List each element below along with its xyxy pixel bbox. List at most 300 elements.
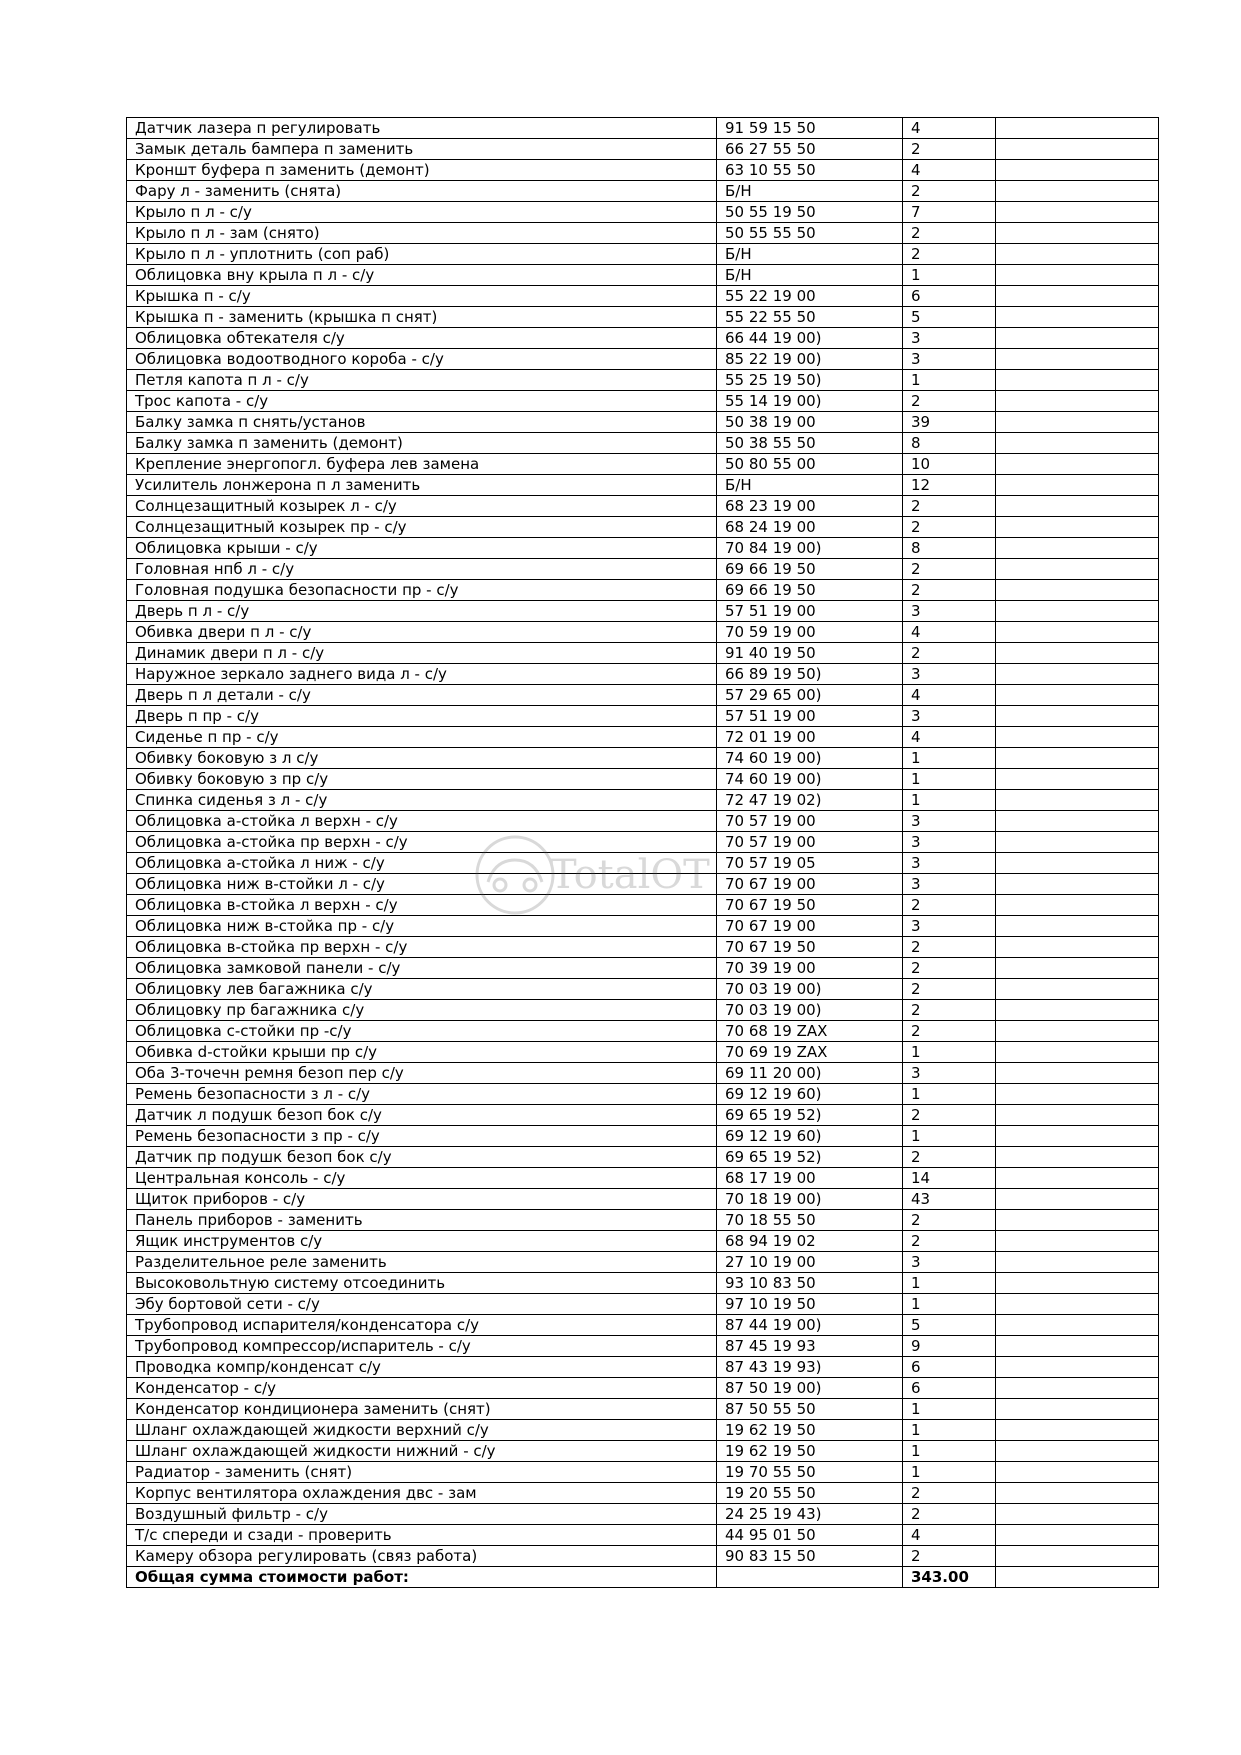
work-name-cell: Датчик лазера п регулировать xyxy=(127,118,717,139)
table-row xyxy=(127,811,1159,832)
work-hours-cell: 3 xyxy=(903,1063,996,1084)
work-name-cell: Крыло п л - уплотнить (соп раб) xyxy=(127,244,717,265)
work-code-cell: 69 66 19 50 xyxy=(717,580,903,601)
work-extra-cell xyxy=(996,1147,1159,1168)
table-row xyxy=(127,1336,1159,1357)
work-name-cell: Ремень безопасности з пр - с/у xyxy=(127,1126,717,1147)
work-hours-cell: 1 xyxy=(903,1126,996,1147)
work-hours-cell: 43 xyxy=(903,1189,996,1210)
work-hours-cell: 14 xyxy=(903,1168,996,1189)
work-code-cell: 70 57 19 05 xyxy=(717,853,903,874)
table-row xyxy=(127,433,1159,454)
table-row xyxy=(127,370,1159,391)
work-extra-cell xyxy=(996,580,1159,601)
table-row xyxy=(127,1231,1159,1252)
table-row xyxy=(127,1168,1159,1189)
table-row xyxy=(127,706,1159,727)
table-row xyxy=(127,412,1159,433)
table-row xyxy=(127,454,1159,475)
work-name-cell: Солнцезащитный козырек л - с/у xyxy=(127,496,717,517)
work-extra-cell xyxy=(996,1462,1159,1483)
work-extra-cell xyxy=(996,202,1159,223)
work-name-cell: Облицовка обтекателя с/у xyxy=(127,328,717,349)
work-name-cell: Центральная консоль - с/у xyxy=(127,1168,717,1189)
work-name-cell: Усилитель лонжерона п л заменить xyxy=(127,475,717,496)
work-hours-cell: 2 xyxy=(903,937,996,958)
work-hours-cell: 3 xyxy=(903,811,996,832)
work-extra-cell xyxy=(996,1084,1159,1105)
work-hours-cell: 2 xyxy=(903,580,996,601)
work-extra-cell xyxy=(996,454,1159,475)
work-hours-cell: 1 xyxy=(903,1420,996,1441)
work-hours-cell: 2 xyxy=(903,1231,996,1252)
table-row xyxy=(127,1294,1159,1315)
work-extra-cell xyxy=(996,1273,1159,1294)
table-row xyxy=(127,265,1159,286)
work-extra-cell xyxy=(996,1168,1159,1189)
work-extra-cell xyxy=(996,328,1159,349)
table-row xyxy=(127,307,1159,328)
work-extra-cell xyxy=(996,790,1159,811)
work-extra-cell xyxy=(996,139,1159,160)
total-empty-cell xyxy=(996,1567,1159,1588)
work-hours-cell: 10 xyxy=(903,454,996,475)
total-label: Общая сумма стоимости работ: xyxy=(127,1567,717,1588)
work-hours-cell: 2 xyxy=(903,223,996,244)
work-extra-cell xyxy=(996,1105,1159,1126)
table-row xyxy=(127,916,1159,937)
table-row xyxy=(127,1378,1159,1399)
work-hours-cell: 2 xyxy=(903,139,996,160)
work-name-cell: Облицовка ниж в-стойки л - с/у xyxy=(127,874,717,895)
work-name-cell: Головная подушка безопасности пр - с/у xyxy=(127,580,717,601)
work-extra-cell xyxy=(996,412,1159,433)
work-code-cell: 70 03 19 00) xyxy=(717,1000,903,1021)
work-hours-cell: 2 xyxy=(903,1147,996,1168)
work-name-cell: Облицовка крыши - с/у xyxy=(127,538,717,559)
work-extra-cell xyxy=(996,1336,1159,1357)
work-hours-cell: 2 xyxy=(903,559,996,580)
work-name-cell: Щиток приборов - с/у xyxy=(127,1189,717,1210)
work-hours-cell: 2 xyxy=(903,1504,996,1525)
work-extra-cell xyxy=(996,748,1159,769)
work-code-cell: 27 10 19 00 xyxy=(717,1252,903,1273)
work-name-cell: Шланг охлаждающей жидкости верхний с/у xyxy=(127,1420,717,1441)
work-code-cell: 93 10 83 50 xyxy=(717,1273,903,1294)
work-hours-cell: 5 xyxy=(903,1315,996,1336)
work-extra-cell xyxy=(996,307,1159,328)
work-code-cell: 19 62 19 50 xyxy=(717,1420,903,1441)
table-row xyxy=(127,664,1159,685)
work-extra-cell xyxy=(996,958,1159,979)
table-row xyxy=(127,1210,1159,1231)
work-name-cell: Облицовку лев багажника с/у xyxy=(127,979,717,1000)
work-hours-cell: 1 xyxy=(903,1294,996,1315)
work-name-cell: Шланг охлаждающей жидкости нижний - с/у xyxy=(127,1441,717,1462)
work-name-cell: Облицовка а-стойка пр верхн - с/у xyxy=(127,832,717,853)
work-name-cell: Датчик л подушк безоп бок с/у xyxy=(127,1105,717,1126)
table-row xyxy=(127,769,1159,790)
work-code-cell: 57 51 19 00 xyxy=(717,706,903,727)
table-row xyxy=(127,580,1159,601)
work-hours-cell: 12 xyxy=(903,475,996,496)
work-name-cell: Трубопровод компрессор/испаритель - с/у xyxy=(127,1336,717,1357)
work-code-cell: 87 45 19 93 xyxy=(717,1336,903,1357)
table-row xyxy=(127,1525,1159,1546)
work-name-cell: Эбу бортовой сети - с/у xyxy=(127,1294,717,1315)
work-name-cell: Высоковольтную систему отсоединить xyxy=(127,1273,717,1294)
table-row xyxy=(127,328,1159,349)
work-code-cell: 90 83 15 50 xyxy=(717,1546,903,1567)
work-hours-cell: 3 xyxy=(903,349,996,370)
table-row xyxy=(127,874,1159,895)
table-row xyxy=(127,349,1159,370)
work-code-cell: 70 03 19 00) xyxy=(717,979,903,1000)
work-code-cell: 57 51 19 00 xyxy=(717,601,903,622)
work-hours-cell: 2 xyxy=(903,1021,996,1042)
work-extra-cell xyxy=(996,769,1159,790)
work-hours-cell: 6 xyxy=(903,1357,996,1378)
work-code-cell: 50 80 55 00 xyxy=(717,454,903,475)
work-extra-cell xyxy=(996,160,1159,181)
work-code-cell: 19 62 19 50 xyxy=(717,1441,903,1462)
work-extra-cell xyxy=(996,433,1159,454)
work-code-cell: Б/Н xyxy=(717,244,903,265)
work-hours-cell: 2 xyxy=(903,1546,996,1567)
work-extra-cell xyxy=(996,1315,1159,1336)
work-code-cell: 74 60 19 00) xyxy=(717,769,903,790)
work-hours-cell: 4 xyxy=(903,1525,996,1546)
table-row xyxy=(127,559,1159,580)
work-code-cell: Б/Н xyxy=(717,265,903,286)
work-hours-cell: 1 xyxy=(903,1441,996,1462)
table-row xyxy=(127,286,1159,307)
table-row xyxy=(127,1105,1159,1126)
work-hours-cell: 6 xyxy=(903,286,996,307)
work-code-cell: 70 69 19 ZAX xyxy=(717,1042,903,1063)
work-hours-cell: 2 xyxy=(903,391,996,412)
table-row xyxy=(127,601,1159,622)
work-name-cell: Облицовка а-стойка л ниж - с/у xyxy=(127,853,717,874)
table-row xyxy=(127,643,1159,664)
work-code-cell: 57 29 65 00) xyxy=(717,685,903,706)
work-extra-cell xyxy=(996,1126,1159,1147)
work-extra-cell xyxy=(996,979,1159,1000)
table-row xyxy=(127,1483,1159,1504)
work-hours-cell: 2 xyxy=(903,517,996,538)
work-code-cell: 72 47 19 02) xyxy=(717,790,903,811)
work-extra-cell xyxy=(996,1420,1159,1441)
work-hours-cell: 39 xyxy=(903,412,996,433)
work-hours-cell: 1 xyxy=(903,1462,996,1483)
work-name-cell: Сиденье п пр - с/у xyxy=(127,727,717,748)
work-name-cell: Дверь п л - с/у xyxy=(127,601,717,622)
work-extra-cell xyxy=(996,727,1159,748)
work-extra-cell xyxy=(996,349,1159,370)
work-extra-cell xyxy=(996,1504,1159,1525)
work-hours-cell: 1 xyxy=(903,370,996,391)
work-extra-cell xyxy=(996,1525,1159,1546)
work-name-cell: Радиатор - заменить (снят) xyxy=(127,1462,717,1483)
work-extra-cell xyxy=(996,286,1159,307)
work-name-cell: Оба 3-точечн ремня безоп пер с/у xyxy=(127,1063,717,1084)
table-row xyxy=(127,517,1159,538)
table-row xyxy=(127,979,1159,1000)
work-code-cell: 19 70 55 50 xyxy=(717,1462,903,1483)
work-extra-cell xyxy=(996,391,1159,412)
work-code-cell: 68 23 19 00 xyxy=(717,496,903,517)
work-extra-cell xyxy=(996,1546,1159,1567)
work-hours-cell: 1 xyxy=(903,769,996,790)
work-name-cell: Крыло п л - с/у xyxy=(127,202,717,223)
work-code-cell: 55 25 19 50) xyxy=(717,370,903,391)
work-hours-cell: 1 xyxy=(903,1042,996,1063)
work-extra-cell xyxy=(996,1252,1159,1273)
work-name-cell: Разделительное реле заменить xyxy=(127,1252,717,1273)
table-row xyxy=(127,622,1159,643)
work-hours-cell: 2 xyxy=(903,181,996,202)
table-row xyxy=(127,727,1159,748)
work-extra-cell xyxy=(996,244,1159,265)
work-name-cell: Обивка d-стойки крыши пр с/у xyxy=(127,1042,717,1063)
work-hours-cell: 2 xyxy=(903,643,996,664)
work-hours-cell: 6 xyxy=(903,1378,996,1399)
work-extra-cell xyxy=(996,1231,1159,1252)
work-code-cell: 70 59 19 00 xyxy=(717,622,903,643)
table-row xyxy=(127,1126,1159,1147)
work-extra-cell xyxy=(996,517,1159,538)
work-code-cell: 69 11 20 00) xyxy=(717,1063,903,1084)
work-extra-cell xyxy=(996,706,1159,727)
work-extra-cell xyxy=(996,1357,1159,1378)
work-name-cell: Т/с спереди и сзади - проверить xyxy=(127,1525,717,1546)
work-code-cell: 87 43 19 93) xyxy=(717,1357,903,1378)
table-row xyxy=(127,1063,1159,1084)
work-extra-cell xyxy=(996,1294,1159,1315)
work-hours-cell: 1 xyxy=(903,1273,996,1294)
table-row xyxy=(127,475,1159,496)
work-extra-cell xyxy=(996,118,1159,139)
work-code-cell: 68 24 19 00 xyxy=(717,517,903,538)
work-extra-cell xyxy=(996,538,1159,559)
work-code-cell: 63 10 55 50 xyxy=(717,160,903,181)
table-row xyxy=(127,118,1159,139)
work-extra-cell xyxy=(996,622,1159,643)
work-hours-cell: 3 xyxy=(903,916,996,937)
work-code-cell: 87 50 55 50 xyxy=(717,1399,903,1420)
work-hours-cell: 1 xyxy=(903,265,996,286)
work-name-cell: Спинка сиденья з л - с/у xyxy=(127,790,717,811)
work-extra-cell xyxy=(996,475,1159,496)
work-extra-cell xyxy=(996,685,1159,706)
work-code-cell: 69 12 19 60) xyxy=(717,1126,903,1147)
work-name-cell: Дверь п пр - с/у xyxy=(127,706,717,727)
work-hours-cell: 3 xyxy=(903,874,996,895)
table-row xyxy=(127,244,1159,265)
work-code-cell: 70 68 19 ZAX xyxy=(717,1021,903,1042)
work-code-cell: Б/Н xyxy=(717,475,903,496)
table-row xyxy=(127,181,1159,202)
table-row xyxy=(127,1546,1159,1567)
work-name-cell: Облицовка а-стойка л верхн - с/у xyxy=(127,811,717,832)
work-extra-cell xyxy=(996,664,1159,685)
work-list-sheet xyxy=(126,117,1158,1588)
work-hours-cell: 9 xyxy=(903,1336,996,1357)
work-name-cell: Дверь п л детали - с/у xyxy=(127,685,717,706)
table-row xyxy=(127,1504,1159,1525)
work-table-body xyxy=(127,118,1159,1567)
work-hours-cell: 2 xyxy=(903,1000,996,1021)
table-row xyxy=(127,1462,1159,1483)
work-name-cell: Обивку боковую з пр с/у xyxy=(127,769,717,790)
table-row xyxy=(127,1315,1159,1336)
work-extra-cell xyxy=(996,895,1159,916)
table-row xyxy=(127,139,1159,160)
work-name-cell: Кроншт буфера п заменить (демонт) xyxy=(127,160,717,181)
table-row xyxy=(127,1273,1159,1294)
table-row xyxy=(127,1420,1159,1441)
table-row xyxy=(127,1252,1159,1273)
work-hours-cell: 1 xyxy=(903,748,996,769)
work-code-cell: 70 67 19 50 xyxy=(717,937,903,958)
work-hours-cell: 2 xyxy=(903,979,996,1000)
work-code-cell: 70 84 19 00) xyxy=(717,538,903,559)
work-hours-cell: 2 xyxy=(903,895,996,916)
work-code-cell: 87 44 19 00) xyxy=(717,1315,903,1336)
work-name-cell: Головная нпб л - с/у xyxy=(127,559,717,580)
work-name-cell: Ремень безопасности з л - с/у xyxy=(127,1084,717,1105)
work-extra-cell xyxy=(996,1441,1159,1462)
work-code-cell: 66 44 19 00) xyxy=(717,328,903,349)
work-name-cell: Облицовка замковой панели - с/у xyxy=(127,958,717,979)
work-name-cell: Фару л - заменить (снята) xyxy=(127,181,717,202)
work-hours-cell: 3 xyxy=(903,706,996,727)
work-name-cell: Конденсатор кондиционера заменить (снят) xyxy=(127,1399,717,1420)
work-code-cell: 44 95 01 50 xyxy=(717,1525,903,1546)
work-name-cell: Облицовка в-стойка л верхн - с/у xyxy=(127,895,717,916)
work-code-cell: 24 25 19 43) xyxy=(717,1504,903,1525)
total-code-cell xyxy=(717,1567,903,1588)
work-name-cell: Трубопровод испарителя/конденсатора с/у xyxy=(127,1315,717,1336)
table-row xyxy=(127,1000,1159,1021)
work-name-cell: Балку замка п снять/установ xyxy=(127,412,717,433)
work-name-cell: Петля капота п л - с/у xyxy=(127,370,717,391)
work-extra-cell xyxy=(996,496,1159,517)
work-name-cell: Облицовка водоотводного короба - с/у xyxy=(127,349,717,370)
work-extra-cell xyxy=(996,937,1159,958)
table-row xyxy=(127,391,1159,412)
work-code-cell: 70 18 55 50 xyxy=(717,1210,903,1231)
work-code-cell: 66 89 19 50) xyxy=(717,664,903,685)
work-hours-cell: 2 xyxy=(903,1483,996,1504)
work-code-cell: 55 14 19 00) xyxy=(717,391,903,412)
work-code-cell: 69 65 19 52) xyxy=(717,1147,903,1168)
work-extra-cell xyxy=(996,1210,1159,1231)
work-code-cell: 70 39 19 00 xyxy=(717,958,903,979)
work-extra-cell xyxy=(996,265,1159,286)
work-name-cell: Трос капота - с/у xyxy=(127,391,717,412)
work-name-cell: Солнцезащитный козырек пр - с/у xyxy=(127,517,717,538)
work-name-cell: Облицовка в-стойка пр верхн - с/у xyxy=(127,937,717,958)
work-name-cell: Корпус вентилятора охлаждения двс - зам xyxy=(127,1483,717,1504)
work-name-cell: Наружное зеркало заднего вида л - с/у xyxy=(127,664,717,685)
work-hours-cell: 7 xyxy=(903,202,996,223)
work-code-cell: 69 66 19 50 xyxy=(717,559,903,580)
table-row xyxy=(127,958,1159,979)
work-extra-cell xyxy=(996,1042,1159,1063)
work-name-cell: Датчик пр подушк безоп бок с/у xyxy=(127,1147,717,1168)
work-extra-cell xyxy=(996,601,1159,622)
table-row xyxy=(127,1021,1159,1042)
work-name-cell: Крепление энергопогл. буфера лев замена xyxy=(127,454,717,475)
work-code-cell: 74 60 19 00) xyxy=(717,748,903,769)
work-hours-cell: 2 xyxy=(903,1105,996,1126)
table-row xyxy=(127,937,1159,958)
work-hours-cell: 4 xyxy=(903,118,996,139)
work-code-cell: 68 94 19 02 xyxy=(717,1231,903,1252)
work-hours-cell: 8 xyxy=(903,433,996,454)
table-row xyxy=(127,832,1159,853)
work-hours-cell: 2 xyxy=(903,244,996,265)
work-name-cell: Динамик двери п л - с/у xyxy=(127,643,717,664)
work-extra-cell xyxy=(996,223,1159,244)
work-name-cell: Балку замка п заменить (демонт) xyxy=(127,433,717,454)
work-name-cell: Ящик инструментов с/у xyxy=(127,1231,717,1252)
total-row xyxy=(127,1567,1159,1588)
work-code-cell: 70 18 19 00) xyxy=(717,1189,903,1210)
work-code-cell: 50 55 19 50 xyxy=(717,202,903,223)
work-hours-cell: 4 xyxy=(903,622,996,643)
work-extra-cell xyxy=(996,1399,1159,1420)
table-row xyxy=(127,1189,1159,1210)
work-extra-cell xyxy=(996,1189,1159,1210)
work-hours-cell: 3 xyxy=(903,832,996,853)
work-hours-cell: 3 xyxy=(903,664,996,685)
work-extra-cell xyxy=(996,1378,1159,1399)
table-row xyxy=(127,748,1159,769)
work-hours-cell: 3 xyxy=(903,853,996,874)
work-code-cell: Б/Н xyxy=(717,181,903,202)
work-extra-cell xyxy=(996,1483,1159,1504)
work-hours-cell: 3 xyxy=(903,601,996,622)
work-extra-cell xyxy=(996,1000,1159,1021)
work-name-cell: Облицовка вну крыла п л - с/у xyxy=(127,265,717,286)
work-code-cell: 55 22 19 00 xyxy=(717,286,903,307)
work-name-cell: Крышка п - с/у xyxy=(127,286,717,307)
table-row xyxy=(127,538,1159,559)
work-name-cell: Облицовка ниж в-стойка пр - с/у xyxy=(127,916,717,937)
watermark-text: TotalOT xyxy=(550,852,710,898)
work-code-cell: 66 27 55 50 xyxy=(717,139,903,160)
work-hours-cell: 4 xyxy=(903,727,996,748)
work-hours-cell: 5 xyxy=(903,307,996,328)
table-row xyxy=(127,496,1159,517)
work-code-cell: 70 67 19 50 xyxy=(717,895,903,916)
work-hours-cell: 3 xyxy=(903,1252,996,1273)
table-row xyxy=(127,1441,1159,1462)
work-name-cell: Обивку боковую з л с/у xyxy=(127,748,717,769)
work-hours-cell: 1 xyxy=(903,1399,996,1420)
work-hours-cell: 1 xyxy=(903,1084,996,1105)
work-code-cell: 97 10 19 50 xyxy=(717,1294,903,1315)
work-code-cell: 19 20 55 50 xyxy=(717,1483,903,1504)
work-code-cell: 50 38 19 00 xyxy=(717,412,903,433)
work-extra-cell xyxy=(996,1063,1159,1084)
work-extra-cell xyxy=(996,853,1159,874)
work-code-cell: 70 67 19 00 xyxy=(717,916,903,937)
work-hours-cell: 8 xyxy=(903,538,996,559)
total-value: 343.00 xyxy=(903,1567,996,1588)
